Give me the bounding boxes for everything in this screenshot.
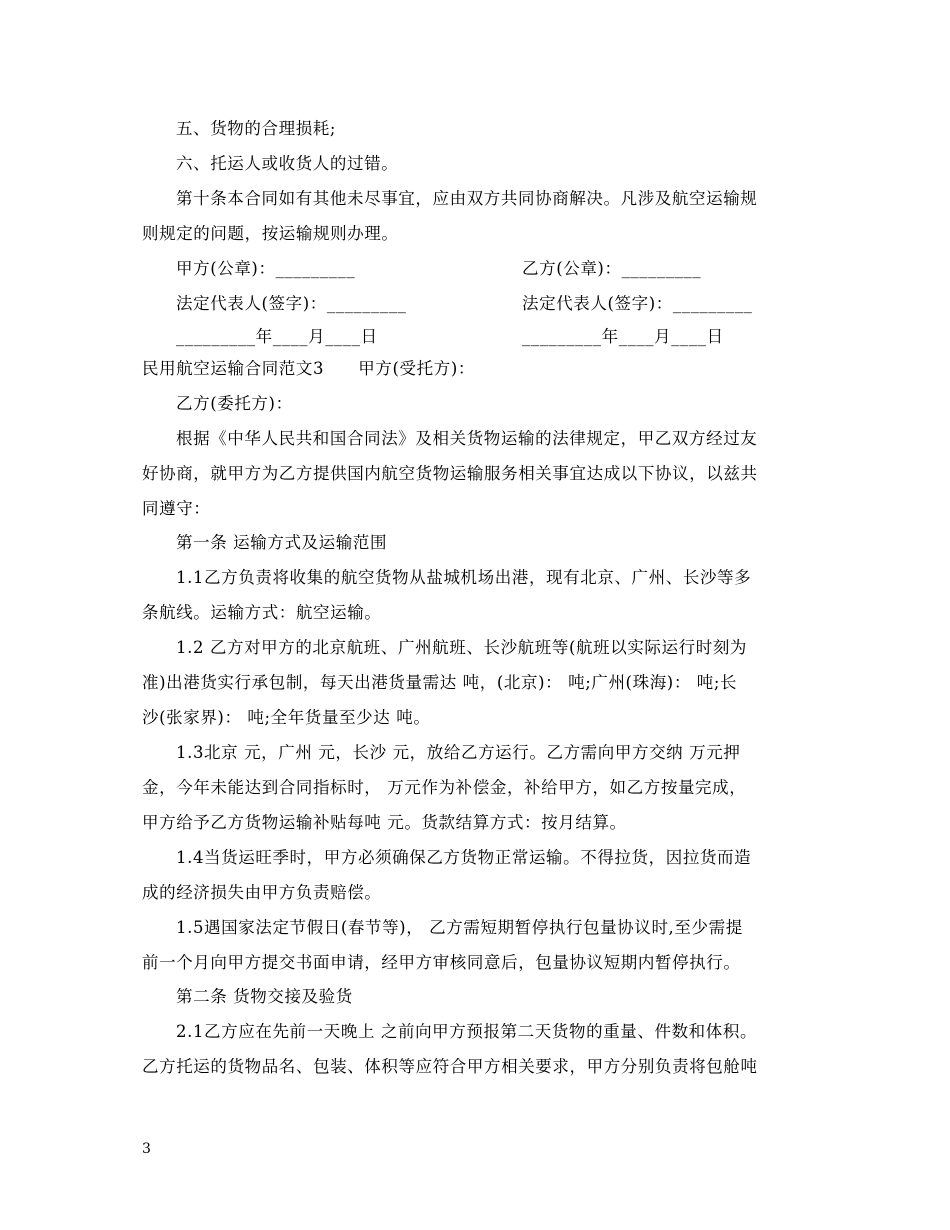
text-line: 第十条本合同如有其他未尽事宜，应由双方共同协商解决。凡涉及航空运输规 <box>176 189 758 208</box>
party-b-date-line: _________年____月____日 <box>522 327 724 346</box>
text-line: 好协商，就甲方为乙方提供国内航空货物运输服务相关事宜达成以下协议，以兹共 <box>142 464 758 483</box>
text-line: 1.4当货运旺季时，甲方必须确保乙方货物正常运输。不得拉货，因拉货而造 <box>176 848 752 867</box>
text-line: 1.3北京 元，广州 元，长沙 元，放给乙方运行。乙方需向甲方交纳 万元押 <box>176 743 741 762</box>
text-line: 1.5遇国家法定节假日(春节等)， 乙方需短期暂停执行包量协议时,至少需提 <box>176 918 743 937</box>
text-line: 前一个月向甲方提交书面申请，经甲方审核同意后，包量协议短期内暂停执行。 <box>142 953 741 972</box>
party-a-representative-line: 法定代表人(签字)：_________ <box>176 294 407 313</box>
party-a-seal-line: 甲方(公章)：_________ <box>176 259 356 278</box>
article-heading: 第二条 货物交接及验货 <box>176 987 353 1006</box>
page-number: 3 <box>142 1141 151 1157</box>
text-line: 乙方托运的货物品名、包装、体积等应符合甲方相关要求，甲方分别负责将包舱吨 <box>142 1057 758 1076</box>
section-heading: 民用航空运输合同范文3 甲方(受托方)： <box>142 359 475 378</box>
party-b-seal-line: 乙方(公章)：_________ <box>522 259 702 278</box>
text-line: 沙(张家界)： 吨;全年货量至少达 吨。 <box>142 708 431 727</box>
text-line: 2.1乙方应在先前一天晚上 之前向甲方预报第二天货物的重量、件数和体积。 <box>176 1022 758 1041</box>
text-line: 金，今年未能达到合同指标时， 万元作为补偿金，补给甲方，如乙方按量完成， <box>142 778 747 797</box>
text-line: 条航线。运输方式：航空运输。 <box>142 603 382 622</box>
text-line: 则规定的问题，按运输规则办理。 <box>142 224 399 243</box>
text-line: 五、货物的合理损耗; <box>176 119 337 138</box>
text-line: 1.1乙方负责将收集的航空货物从盐城机场出港，现有北京、广州、长沙等多 <box>176 568 752 587</box>
text-line: 六、托运人或收货人的过错。 <box>176 154 399 173</box>
article-heading: 第一条 运输方式及运输范围 <box>176 533 388 552</box>
text-line: 1.2 乙方对甲方的北京航班、广州航班、长沙航班等(航班以实际运行时刻为 <box>176 638 748 657</box>
party-a-date-line: _________年____月____日 <box>176 327 378 346</box>
text-line: 乙方(委托方)： <box>176 394 293 413</box>
text-line: 成的经济损失由甲方负责赔偿。 <box>142 883 382 902</box>
text-line: 同遵守： <box>142 499 211 518</box>
text-line: 准)出港货实行承包制，每天出港货量需达 吨，(北京)： 吨;广州(珠海)： 吨;长 <box>142 673 738 692</box>
party-b-representative-line: 法定代表人(签字)：_________ <box>522 294 753 313</box>
text-line: 根据《中华人民共和国合同法》及相关货物运输的法律规定，甲乙双方经过友 <box>176 429 758 448</box>
text-line: 甲方给予乙方货物运输补贴每吨 元。货款结算方式：按月结算。 <box>142 813 627 832</box>
